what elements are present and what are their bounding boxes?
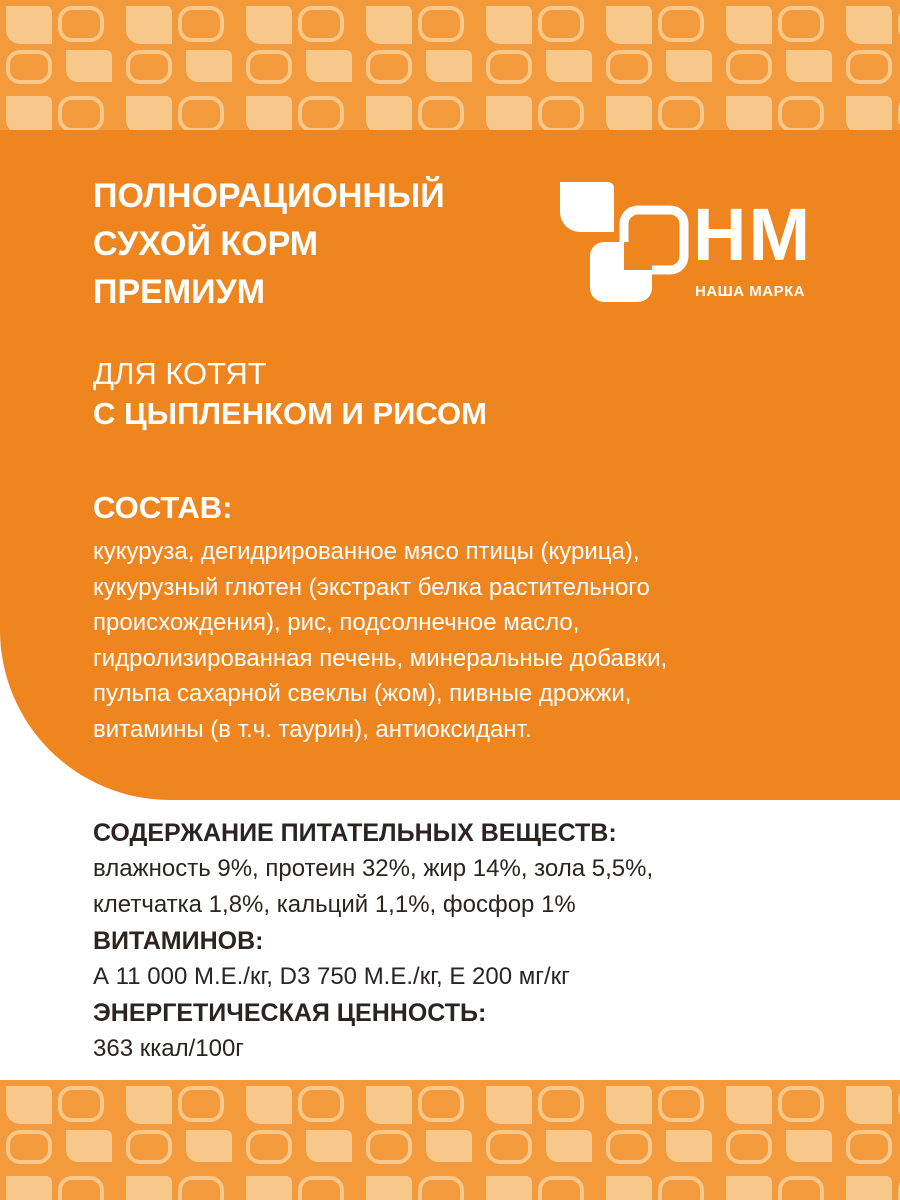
vitamins-text: А 11 000 М.Е./кг, D3 750 М.Е./кг, Е 200 мг/кг	[93, 963, 570, 990]
pattern-top	[0, 0, 900, 130]
composition-text	[93, 534, 813, 747]
logo-subtitle: НАША МАРКА	[695, 283, 806, 300]
title-line: ПОЛНОРАЦИОННЫЙ	[93, 177, 445, 215]
composition-heading: СОСТАВ:	[93, 490, 233, 525]
leaf-squares-logo-icon	[558, 180, 693, 305]
composition-line: происхождения), рис, подсолнечное масло,	[93, 609, 580, 636]
target-audience: ДЛЯ КОТЯТ	[93, 356, 267, 391]
title-line: ПРЕМИУМ	[93, 273, 266, 311]
title-line: СУХОЙ КОРМ	[93, 225, 319, 263]
leaf-pattern-bottom-icon	[0, 1080, 900, 1200]
composition-line: гидролизированная печень, минеральные добавки,	[93, 644, 668, 672]
nutrients-line: влажность 9%, протеин 32%, жир 14%, зола 5,5%,	[93, 855, 654, 882]
composition-line: витамины (в т.ч. таурин), антиоксидант.	[93, 715, 532, 743]
nutrition-block	[93, 815, 853, 1067]
vitamins-heading: ВИТАМИНОВ:	[93, 927, 264, 955]
brand-logo	[558, 180, 838, 305]
composition-line: кукуруза, дегидрированное мясо птицы (курица),	[93, 538, 640, 565]
composition-line: пульпа сахарной свеклы (жом), пивные дрожжи,	[93, 680, 632, 707]
product-title	[93, 172, 563, 316]
composition-line: кукурузный глютен (экстракт белка растительного	[93, 573, 650, 601]
nutrients-heading: СОДЕРЖАНИЕ ПИТАТЕЛЬНЫХ ВЕЩЕСТВ:	[93, 819, 617, 847]
logo-letters: НМ	[693, 193, 813, 276]
energy-text: 363 ккал/100г	[93, 1035, 245, 1062]
nutrients-line: клетчатка 1,8%, кальций 1,1%, фосфор 1%	[93, 891, 576, 918]
energy-heading: ЭНЕРГЕТИЧЕСКАЯ ЦЕННОСТЬ:	[93, 999, 487, 1027]
pattern-bottom	[0, 1080, 900, 1200]
flavor: С ЦЫПЛЕНКОМ И РИСОМ	[93, 396, 487, 431]
leaf-pattern-top-icon	[0, 0, 900, 130]
